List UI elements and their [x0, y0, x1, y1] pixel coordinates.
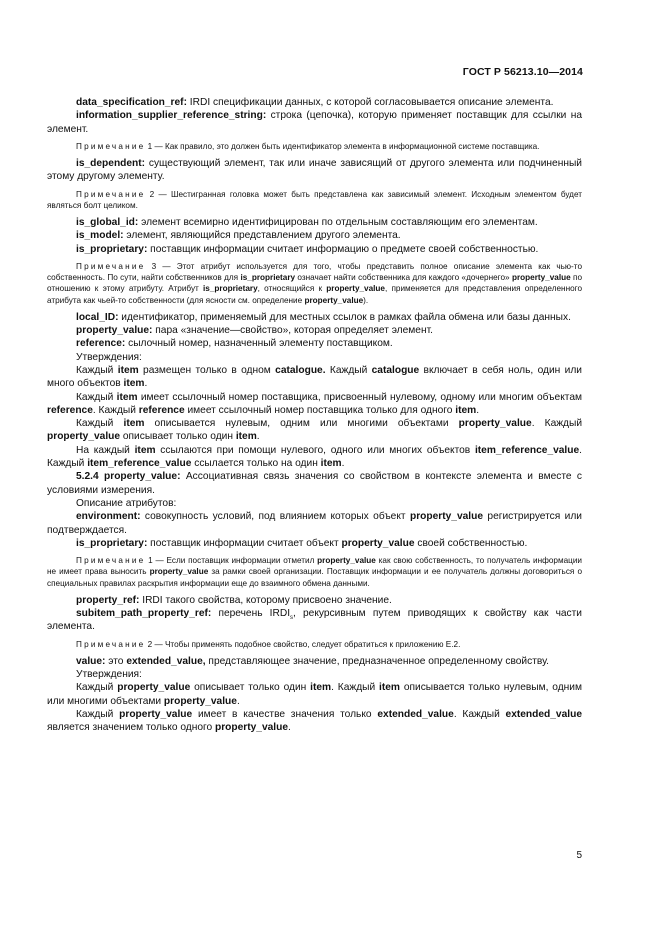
term: property_value [458, 418, 532, 430]
note-text: 2 — Чтобы применять подобное свойство, следует обратиться к приложению Е.2. [145, 639, 461, 649]
note-label: Примечание [76, 556, 146, 566]
text: своей собственностью. [414, 537, 528, 549]
text: Каждый [325, 364, 372, 376]
term: subitem_path_property_ref: [76, 608, 212, 620]
note-text: по отношению к этому атрибуту. Атрибут [47, 273, 582, 294]
term: item [117, 364, 139, 376]
text: является значением только одного [47, 722, 215, 734]
text: . [236, 695, 240, 707]
statement-item-reference-value [47, 444, 582, 471]
term: property_value [214, 722, 289, 734]
term: extended_value [505, 709, 582, 721]
definition-text: IRDI спецификации данных, с которой согласовывается описание элемента. [186, 97, 554, 108]
text: , рекурсивным путем приводящих к свойству как части элемента. [47, 608, 582, 633]
note-3 [47, 261, 582, 306]
term: item_reference_value [474, 444, 580, 456]
text: описывается нулевым, одним или многими объектами [144, 418, 459, 430]
document-header-id: ГОСТ Р 56213.10—2014 [462, 66, 583, 78]
statements-heading-2: Утверждения: [76, 669, 142, 681]
note-text: как свою собственность, то получатель информации не имеет права выносить [47, 556, 582, 577]
definition-information-supplier-reference-string [47, 109, 582, 136]
term: property_value [163, 695, 237, 707]
definition-property-ref [47, 594, 582, 607]
note-text: , применяется для представления определенного атрибута как чьей-то собственности (для ясности см. определение [47, 284, 583, 305]
definition-text: IRDI такого свойства, которому присвоено значение. [139, 594, 392, 606]
text: ссылается только на один [191, 458, 321, 470]
statement-property-value-item [47, 681, 582, 708]
term: extended_value, [126, 655, 206, 667]
text: совокупность условий, под влиянием которых объект [140, 511, 410, 523]
text: имеет ссылочный номер поставщика, присвоенный нулевому, одному или многим объектам [137, 391, 582, 403]
text: Каждый [76, 682, 118, 694]
text: перечень IRDI [211, 608, 291, 620]
text: . Каждый [47, 444, 582, 470]
note-label: Примечание [76, 189, 146, 199]
text: Каждый [76, 364, 118, 376]
note-text: означает найти собственника для каждого «дочернего» [295, 273, 512, 283]
note-label: Примечание [76, 141, 146, 151]
definition-value [47, 655, 582, 668]
definition-is-model [47, 229, 582, 242]
term: item [455, 404, 477, 416]
term: item [134, 444, 156, 456]
term: is_proprietary: [76, 243, 148, 255]
section-number: 5.2.4 [76, 471, 99, 483]
definition-text: элемент всемирно идентифицирован по отдельным составляющим его элементам. [138, 217, 538, 229]
note-label: Примечание [76, 639, 146, 649]
term: reference [138, 404, 185, 416]
text: размещен только в одном [138, 364, 276, 376]
definition-text: сылочный номер, назначенный элементу поставщиком. [125, 338, 393, 350]
term: is_global_id: [76, 217, 139, 229]
note-term: is_proprietary [240, 273, 296, 283]
definition-is-global-id [47, 216, 582, 229]
term: item [379, 682, 400, 694]
term: extended_value [377, 709, 454, 721]
definition-is-dependent [47, 157, 582, 184]
definition-subitem-path-property-ref [47, 607, 582, 634]
note-term: property_value [511, 273, 571, 283]
subscript: s [290, 615, 294, 622]
definition-text: поставщик информации считает информацию о предмете своей собственностью. [147, 243, 539, 255]
text: . [256, 431, 260, 443]
note-text: 1 — Если поставщик информации отметил [145, 556, 318, 566]
term: property_value [47, 431, 121, 443]
definition-property-value [47, 324, 582, 337]
term: is_proprietary: [76, 537, 148, 549]
text: регистрируется или подтверждается. [47, 511, 582, 536]
term: information_supplier_reference_string: [76, 110, 267, 122]
section-5-2-4 [47, 470, 582, 497]
note-term: property_value [149, 567, 209, 577]
text: Каждый [76, 709, 120, 721]
note-text: 3 — Этот атрибут используется для того, чтобы представить полное описание элемента как чью-то собственность. По сути, найти собственников для [47, 261, 582, 283]
definition-local-id [47, 311, 582, 324]
term: item_reference_value [87, 458, 192, 470]
text: представляющее значение, предназначенное определенному свойству. [205, 655, 549, 667]
note-2 [47, 189, 582, 211]
term: local_ID: [76, 311, 119, 323]
term: item [320, 458, 342, 470]
definition-text: идентификатор, применяемый для местных ссылок в рамках файла обмена или базы данных. [118, 311, 571, 323]
term: catalogue [371, 364, 420, 376]
term: item [123, 378, 145, 390]
term: item [235, 431, 257, 443]
definition-text: пара «значение—свойство», которая определяет элемент. [152, 325, 433, 337]
text: . [288, 722, 291, 734]
text: . Каждый [92, 404, 139, 416]
note-1 [47, 141, 582, 152]
attributes-heading: Описание атрибутов: [76, 497, 177, 509]
definition-is-proprietary [47, 243, 582, 256]
term: environment: [76, 511, 141, 523]
text: . Каждый [531, 418, 583, 430]
term: value: [76, 655, 106, 667]
text: . Каждый [453, 709, 506, 721]
note-text: за рамки своей организации. Поставщик информации и ее получатель должны договориться о специальных правилах раскрытия информации еще до взаимного обмена данными. [47, 567, 582, 588]
term: item [116, 391, 138, 403]
text: Каждый [76, 391, 117, 403]
definition-text: Ассоциативная связь значения со свойством в контексте элемента и вместе с условиями измерения. [47, 471, 582, 496]
definition-text: строка (цепочка), которую применяет поставщик для ссылки на элемент. [47, 110, 582, 135]
term: reference [47, 404, 93, 416]
term: property_value: [76, 325, 153, 337]
note-text: , относящийся к [257, 284, 327, 294]
statement-property-value-extended-value [47, 708, 582, 735]
definition-is-proprietary-2 [47, 537, 582, 550]
definition-environment [47, 510, 582, 537]
text: На каждый [76, 444, 135, 456]
term: property_ref: [76, 594, 140, 606]
note-5 [47, 639, 582, 650]
term: is_model: [76, 230, 124, 242]
term: data_specification_ref: [76, 97, 187, 108]
term: property_value [117, 682, 191, 694]
statements-heading: Утверждения: [76, 351, 142, 363]
term: property_value: [98, 471, 181, 483]
text: описывает только один [120, 431, 236, 443]
term: reference: [76, 338, 126, 350]
text: это [105, 655, 127, 667]
note-4 [47, 555, 582, 589]
text: имеет ссылочный номер поставщика только для одного [184, 404, 456, 416]
note-label: Примечание [76, 261, 146, 271]
text: . [144, 378, 148, 390]
statement-item-catalogue [47, 364, 582, 391]
text: включает в себя ноль, один или много объектов [47, 364, 582, 390]
definition-reference [47, 337, 582, 350]
page-body [47, 96, 582, 735]
note-term: property_value [317, 556, 376, 566]
definition-text: элемент, являющийся представлением другого элемента. [123, 230, 401, 242]
term: item [123, 418, 145, 430]
term: catalogue. [275, 364, 326, 376]
note-text: 2 — Шестигранная головка может быть представлена как зависимый элемент. Исходным элементом будет являться болт целиком. [47, 189, 582, 210]
text: . [341, 458, 345, 470]
statement-item-reference [47, 391, 582, 418]
page-number: 5 [576, 850, 582, 861]
text: Каждый [76, 418, 124, 430]
term: property_value [341, 537, 415, 549]
text: поставщик информации считает объект [147, 537, 342, 549]
term: item [310, 682, 332, 694]
term: is_dependent: [76, 158, 146, 170]
note-term: property_value [326, 284, 385, 294]
note-term: is_proprietary [203, 284, 258, 294]
note-text: 1 — Как правило, это должен быть идентификатор элемента в информационной системе поставщика. [145, 141, 540, 151]
text: описывает только один [190, 682, 311, 694]
definition-text: существующий элемент, так или иначе зависящий от другого элемента или подчиненный этому другому элементу. [47, 158, 582, 183]
text: имеет в качестве значения только [192, 709, 378, 721]
term: property_value [119, 709, 193, 721]
text: . Каждый [331, 682, 380, 694]
term: property_value [409, 511, 484, 523]
text: . [476, 404, 480, 416]
definition-data-specification-ref [47, 96, 582, 109]
note-text: ). [363, 295, 369, 305]
note-term: property_value [304, 295, 364, 305]
statement-item-property-value [47, 417, 582, 444]
text: описывается только нулевым, одним или многими объектами [47, 682, 582, 707]
text: ссылаются при помощи нулевого, одного или многих объектов [155, 444, 475, 456]
